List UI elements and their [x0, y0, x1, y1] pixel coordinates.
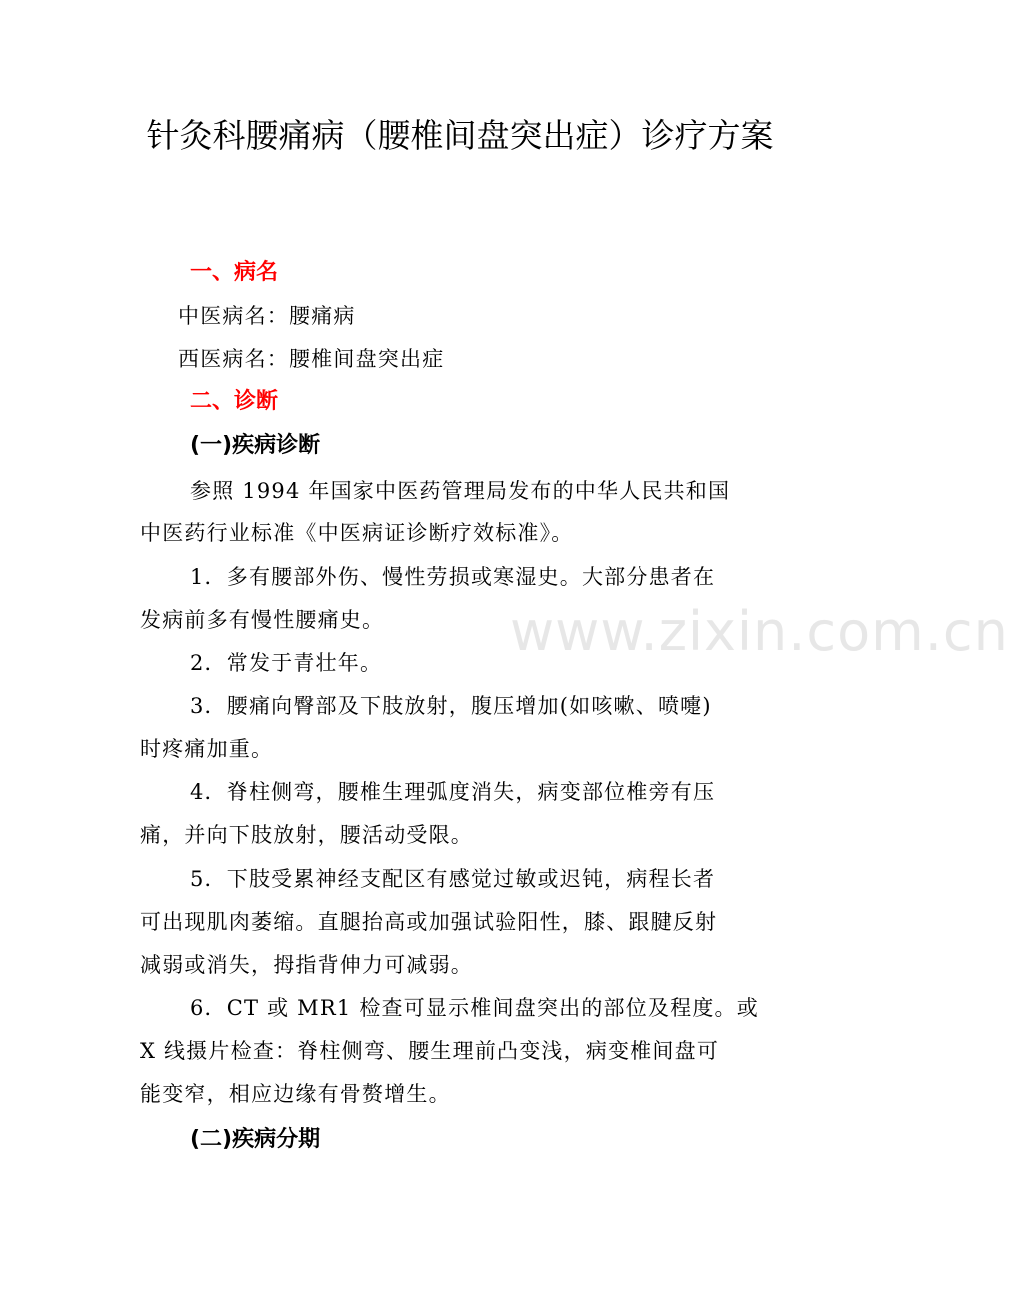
criterion-4-line-2: 痛，并向下肢放射，腰活动受限。 [140, 823, 473, 847]
tcm-disease-name: 中医病名：腰痛病 [178, 304, 356, 328]
criterion-3-line-1: 3．腰痛向臀部及下肢放射，腹压增加(如咳嗽、喷嚏) [190, 694, 712, 718]
section-heading-diagnosis: 二、诊断 [190, 389, 279, 414]
criterion-5-line-2: 可出现肌肉萎缩。直腿抬高或加强试验阳性，膝、跟腱反射 [140, 910, 718, 934]
subheading-disease-staging: (二)疾病分期 [190, 1127, 321, 1152]
document-title: 针灸科腰痛病（腰椎间盘突出症）诊疗方案 [146, 116, 774, 155]
western-disease-name: 西医病名：腰椎间盘突出症 [178, 347, 445, 371]
criterion-3-line-2: 时疼痛加重。 [140, 737, 274, 761]
criterion-1-line-1: 1．多有腰部外伤、慢性劳损或寒湿史。大部分患者在 [190, 565, 716, 589]
section-heading-disease-name: 一、病名 [190, 260, 279, 285]
criterion-6-line-2: X 线摄片检查：脊柱侧弯、腰生理前凸变浅，病变椎间盘可 [140, 1039, 720, 1063]
criterion-6-line-1: 6．CT 或 MR1 检查可显示椎间盘突出的部位及程度。或 [190, 996, 759, 1020]
watermark: www.zixin.com.cn [510, 600, 1009, 663]
subheading-disease-diagnosis: (一)疾病诊断 [190, 433, 321, 458]
criterion-5-line-1: 5．下肢受累神经支配区有感觉过敏或迟钝，病程长者 [190, 867, 716, 891]
criterion-6-line-3: 能变窄，相应边缘有骨赘增生。 [140, 1082, 451, 1106]
reference-line-1: 参照 1994 年国家中医药管理局发布的中华人民共和国 [190, 479, 731, 503]
criterion-4-line-1: 4．脊柱侧弯，腰椎生理弧度消失，病变部位椎旁有压 [190, 780, 716, 804]
criterion-1-line-2: 发病前多有慢性腰痛史。 [140, 608, 385, 632]
criterion-5-line-3: 减弱或消失，拇指背伸力可减弱。 [140, 953, 473, 977]
criterion-2-line-1: 2．常发于青壮年。 [190, 651, 383, 675]
reference-line-2: 中医药行业标准《中医病证诊断疗效标准》。 [140, 521, 574, 545]
